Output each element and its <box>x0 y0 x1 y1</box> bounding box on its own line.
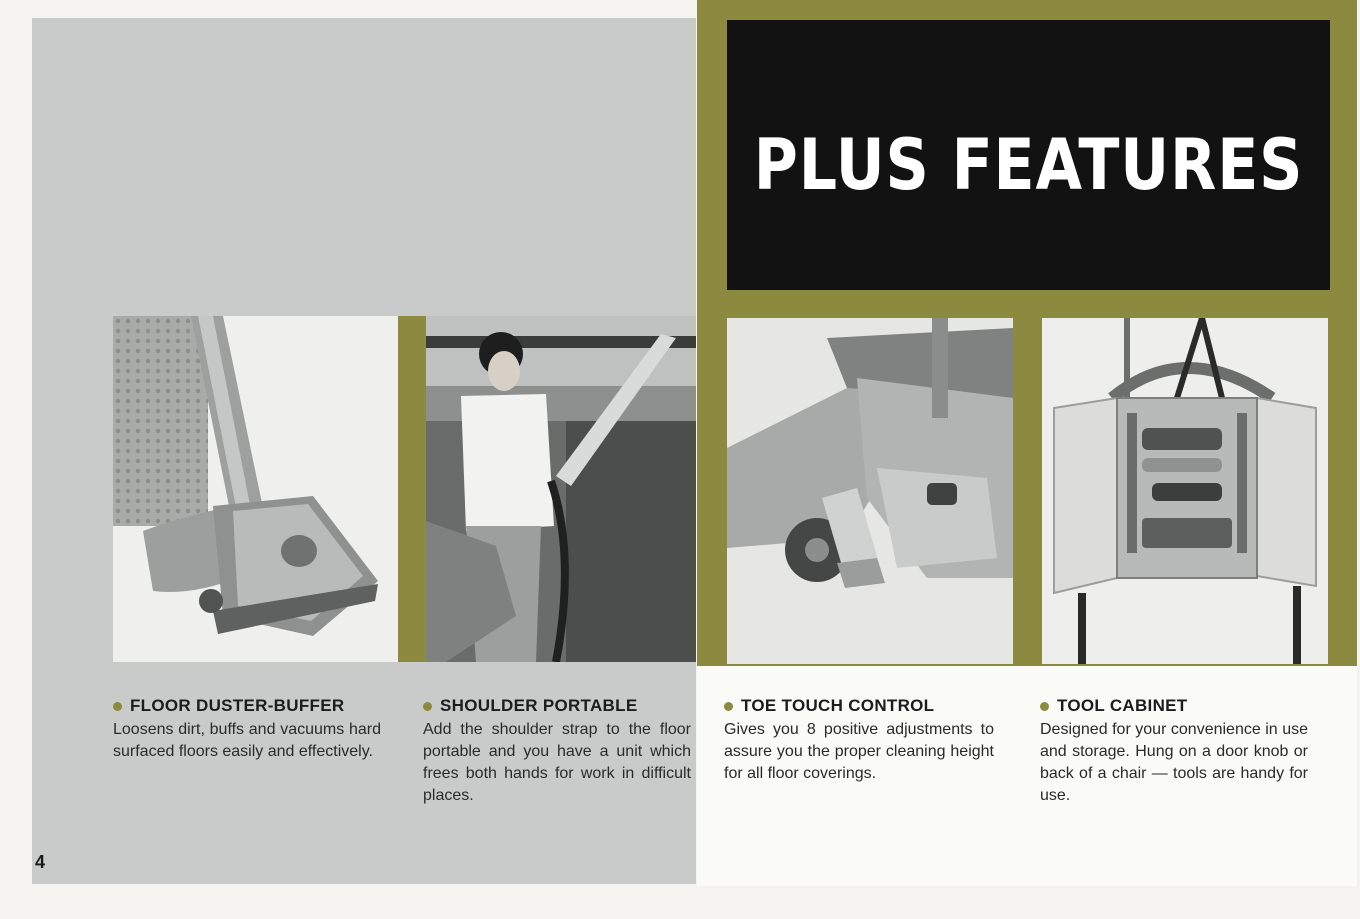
photo-divider <box>398 316 426 662</box>
caption-shoulder-portable <box>423 695 691 807</box>
caption-heading: FLOOR DUSTER-BUFFER <box>130 696 345 715</box>
bullet-icon <box>1040 702 1049 711</box>
toe-touch-control-photo <box>727 318 1013 664</box>
bullet-icon <box>423 702 432 711</box>
caption-heading: SHOULDER PORTABLE <box>440 696 638 715</box>
caption-tool-cabinet <box>1040 695 1308 807</box>
caption-body: Designed for your convenience in use and storage. Hung on a door knob or back of a chair — tools are handy for use. <box>1040 721 1308 804</box>
shoulder-portable-photo <box>426 316 696 662</box>
caption-body: Add the shoulder strap to the floor portable and you have a unit which frees both hands for work in difficult places. <box>423 721 691 804</box>
caption-body: Loosens dirt, buffs and vacuums hard surfaced floors easily and effectively. <box>113 721 381 760</box>
bullet-icon <box>724 702 733 711</box>
page-number: 4 <box>35 852 46 872</box>
tool-cabinet-photo <box>1042 318 1328 664</box>
page-title: PLUS FEATURES <box>753 124 1304 206</box>
caption-heading: TOOL CABINET <box>1057 696 1188 715</box>
caption-heading: TOE TOUCH CONTROL <box>741 696 935 715</box>
caption-floor-duster-buffer <box>113 695 381 763</box>
caption-toe-touch-control <box>724 695 994 785</box>
bullet-icon <box>113 702 122 711</box>
floor-duster-buffer-photo <box>113 316 398 662</box>
title-banner <box>727 20 1330 290</box>
caption-body: Gives you 8 positive adjustments to assure you the proper cleaning height for all floor coverings. <box>724 721 994 782</box>
